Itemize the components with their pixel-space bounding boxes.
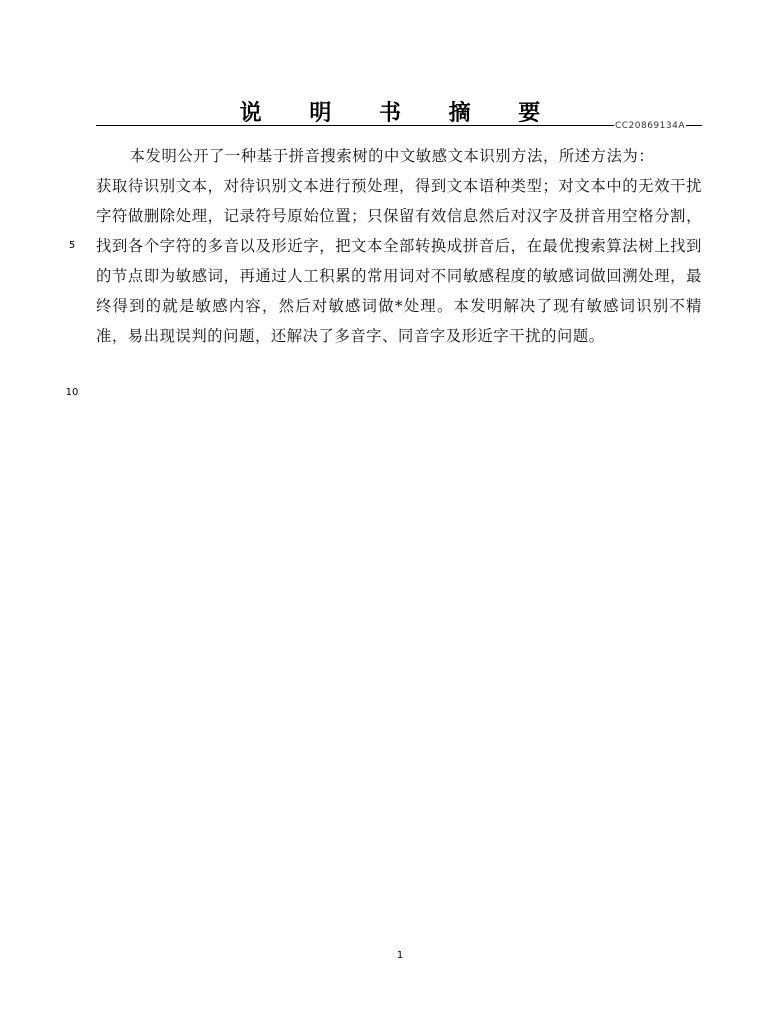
document-title: 说 明 书 摘 要 <box>239 101 561 126</box>
document-id: CC20869134A <box>614 121 685 131</box>
line-number-5: 5 <box>68 240 76 251</box>
abstract-paragraph-2: 获取待识别文本，对待识别文本进行预处理，得到文本语种类型；对文本中的无效干扰字符做删除处理，记录符号原始位置；只保留有效信息然后对汉字及拼音用空格分割，找到各个字符的多音以及形近字，把文本全部转换成拼音后，在最优搜索算法树上找到的节点即为敏感词，再通过人工积累的常用词对不同敏感程度的敏感词做回溯处理，最终得到的就是敏感内容，然后对敏感词做*处理。本发明解决了现有敏感词识别不精准，易出现误判的问题，还解决了多音字、同音字及形近字干扰的问题。 <box>96 177 702 345</box>
page-number: 1 <box>396 950 404 961</box>
abstract-paragraph-1: 本发明公开了一种基于拼音搜索树的中文敏感文本识别方法，所述方法为： <box>129 147 655 165</box>
line-number-10: 10 <box>65 387 79 398</box>
title-underline <box>96 125 702 126</box>
abstract-body <box>96 141 702 351</box>
